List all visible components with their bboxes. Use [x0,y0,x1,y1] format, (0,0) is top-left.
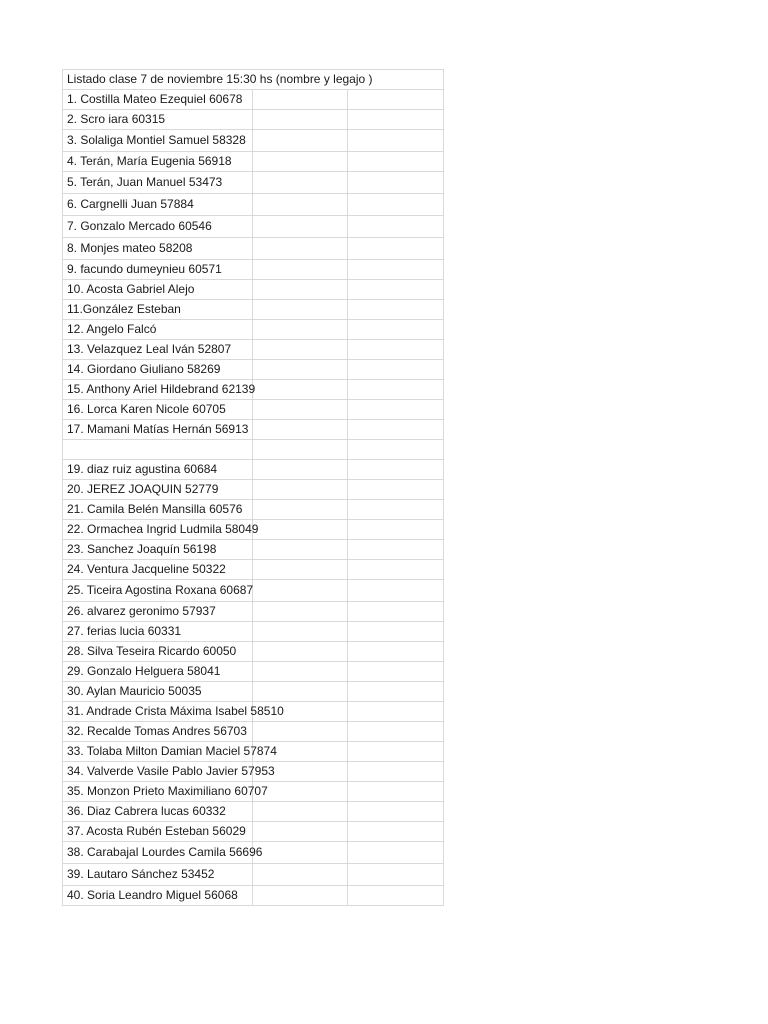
empty-cell [253,842,348,864]
list-row [63,802,444,822]
empty-cell [253,822,348,842]
empty-cell [348,90,444,110]
list-row [63,662,444,682]
empty-cell [348,702,444,722]
empty-cell [253,420,348,440]
empty-cell [253,238,348,260]
student-entry: 25. Ticeira Agostina Roxana 60687 [63,580,253,602]
student-entry: 22. Ormachea Ingrid Ludmila 58049 [63,520,253,540]
list-row [63,864,444,886]
empty-cell [253,90,348,110]
empty-cell [253,560,348,580]
empty-cell [348,580,444,602]
empty-cell [253,130,348,152]
student-entry: 10. Acosta Gabriel Alejo [63,280,253,300]
list-row [63,280,444,300]
list-row [63,822,444,842]
student-entry: 35. Monzon Prieto Maximiliano 60707 [63,782,253,802]
empty-cell [348,602,444,622]
empty-cell [253,216,348,238]
list-row [63,722,444,742]
list-row [63,130,444,152]
list-row [63,216,444,238]
empty-cell [348,722,444,742]
list-row [63,842,444,864]
list-row [63,602,444,622]
list-row [63,782,444,802]
empty-cell [253,300,348,320]
student-entry: 30. Aylan Mauricio 50035 [63,682,253,702]
empty-cell [253,540,348,560]
empty-cell [348,682,444,702]
list-row [63,194,444,216]
student-entry: 1. Costilla Mateo Ezequiel 60678 [63,90,253,110]
empty-cell [253,152,348,172]
student-entry: 6. Cargnelli Juan 57884 [63,194,253,216]
empty-cell [348,480,444,500]
list-row [63,320,444,340]
empty-cell [253,802,348,822]
title-row [63,70,444,90]
empty-cell [253,400,348,420]
empty-cell [253,662,348,682]
student-entry: 29. Gonzalo Helguera 58041 [63,662,253,682]
empty-cell [348,152,444,172]
student-entry: 31. Andrade Crista Máxima Isabel 58510 [63,702,253,722]
student-entry: 11.González Esteban [63,300,253,320]
list-row [63,540,444,560]
student-entry: 36. Diaz Cabrera lucas 60332 [63,802,253,822]
student-entry: 12. Angelo Falcó [63,320,253,340]
empty-cell [348,822,444,842]
list-row [63,886,444,906]
empty-cell [253,682,348,702]
empty-cell [348,440,444,460]
student-entry: 28. Silva Teseira Ricardo 60050 [63,642,253,662]
empty-cell [348,280,444,300]
list-row [63,90,444,110]
empty-cell [348,886,444,906]
empty-cell [348,782,444,802]
empty-cell [348,622,444,642]
empty-cell [348,560,444,580]
list-row [63,580,444,602]
list-row [63,152,444,172]
empty-cell [253,260,348,280]
list-row [63,480,444,500]
student-entry: 20. JEREZ JOAQUIN 52779 [63,480,253,500]
empty-cell [348,802,444,822]
student-entry: 21. Camila Belén Mansilla 60576 [63,500,253,520]
list-row [63,172,444,194]
student-entry: 26. alvarez geronimo 57937 [63,602,253,622]
empty-cell [348,380,444,400]
list-row [63,400,444,420]
empty-cell [348,300,444,320]
list-row [63,360,444,380]
list-row [63,682,444,702]
empty-cell [348,642,444,662]
empty-cell [253,500,348,520]
spreadsheet-table [62,69,444,906]
list-row [63,642,444,662]
empty-cell [348,662,444,682]
list-row [63,500,444,520]
empty-cell [348,460,444,480]
empty-cell [253,602,348,622]
empty-cell [348,520,444,540]
list-row [63,300,444,320]
empty-cell [348,238,444,260]
student-entry: 7. Gonzalo Mercado 60546 [63,216,253,238]
student-entry: 9. facundo dumeynieu 60571 [63,260,253,280]
list-row [63,460,444,480]
list-row [63,440,444,460]
empty-cell [253,110,348,130]
empty-cell [348,260,444,280]
empty-cell [253,280,348,300]
student-entry: 32. Recalde Tomas Andres 56703 [63,722,253,742]
student-entry: 40. Soria Leandro Miguel 56068 [63,886,253,906]
empty-cell [348,500,444,520]
empty-cell [253,440,348,460]
empty-cell [348,540,444,560]
empty-cell [253,580,348,602]
empty-cell [348,340,444,360]
empty-cell [253,622,348,642]
student-entry: 38. Carabajal Lourdes Camila 56696 [63,842,253,864]
empty-cell [253,194,348,216]
student-entry: 23. Sanchez Joaquín 56198 [63,540,253,560]
student-entry: 2. Scro iara 60315 [63,110,253,130]
list-row [63,260,444,280]
empty-cell [253,722,348,742]
student-entry: 24. Ventura Jacqueline 50322 [63,560,253,580]
student-entry: 39. Lautaro Sánchez 53452 [63,864,253,886]
empty-cell [348,130,444,152]
empty-cell [348,842,444,864]
empty-cell [348,110,444,130]
student-entry: 8. Monjes mateo 58208 [63,238,253,260]
list-row [63,742,444,762]
list-row [63,110,444,130]
empty-cell [348,864,444,886]
student-entry: 4. Terán, María Eugenia 56918 [63,152,253,172]
student-entry: 14. Giordano Giuliano 58269 [63,360,253,380]
sheet-title: Listado clase 7 de noviembre 15:30 hs (nombre y legajo ) [63,70,444,90]
empty-cell [348,762,444,782]
list-row [63,238,444,260]
list-row [63,380,444,400]
list-row [63,762,444,782]
empty-cell [348,216,444,238]
student-entry: 17. Mamani Matías Hernán 56913 [63,420,253,440]
student-entry: 34. Valverde Vasile Pablo Javier 57953 [63,762,253,782]
empty-cell [253,886,348,906]
empty-cell [253,320,348,340]
empty-cell [348,172,444,194]
student-entry: 27. ferias lucia 60331 [63,622,253,642]
student-entry [63,440,253,460]
student-entry: 3. Solaliga Montiel Samuel 58328 [63,130,253,152]
empty-cell [253,380,348,400]
empty-cell [253,340,348,360]
student-entry: 15. Anthony Ariel Hildebrand 62139 [63,380,253,400]
list-row [63,520,444,540]
spreadsheet-body [63,70,444,906]
empty-cell [348,360,444,380]
empty-cell [253,642,348,662]
empty-cell [348,400,444,420]
empty-cell [348,742,444,762]
empty-cell [253,172,348,194]
student-entry: 33. Tolaba Milton Damian Maciel 57874 [63,742,253,762]
student-entry: 16. Lorca Karen Nicole 60705 [63,400,253,420]
list-row [63,702,444,722]
list-row [63,560,444,580]
list-row [63,420,444,440]
empty-cell [348,420,444,440]
empty-cell [253,864,348,886]
student-entry: 19. diaz ruiz agustina 60684 [63,460,253,480]
student-entry: 5. Terán, Juan Manuel 53473 [63,172,253,194]
empty-cell [348,194,444,216]
empty-cell [348,320,444,340]
student-entry: 37. Acosta Rubén Esteban 56029 [63,822,253,842]
list-row [63,340,444,360]
empty-cell [253,460,348,480]
list-row [63,622,444,642]
empty-cell [253,360,348,380]
empty-cell [253,520,348,540]
empty-cell [253,480,348,500]
student-entry: 13. Velazquez Leal Iván 52807 [63,340,253,360]
